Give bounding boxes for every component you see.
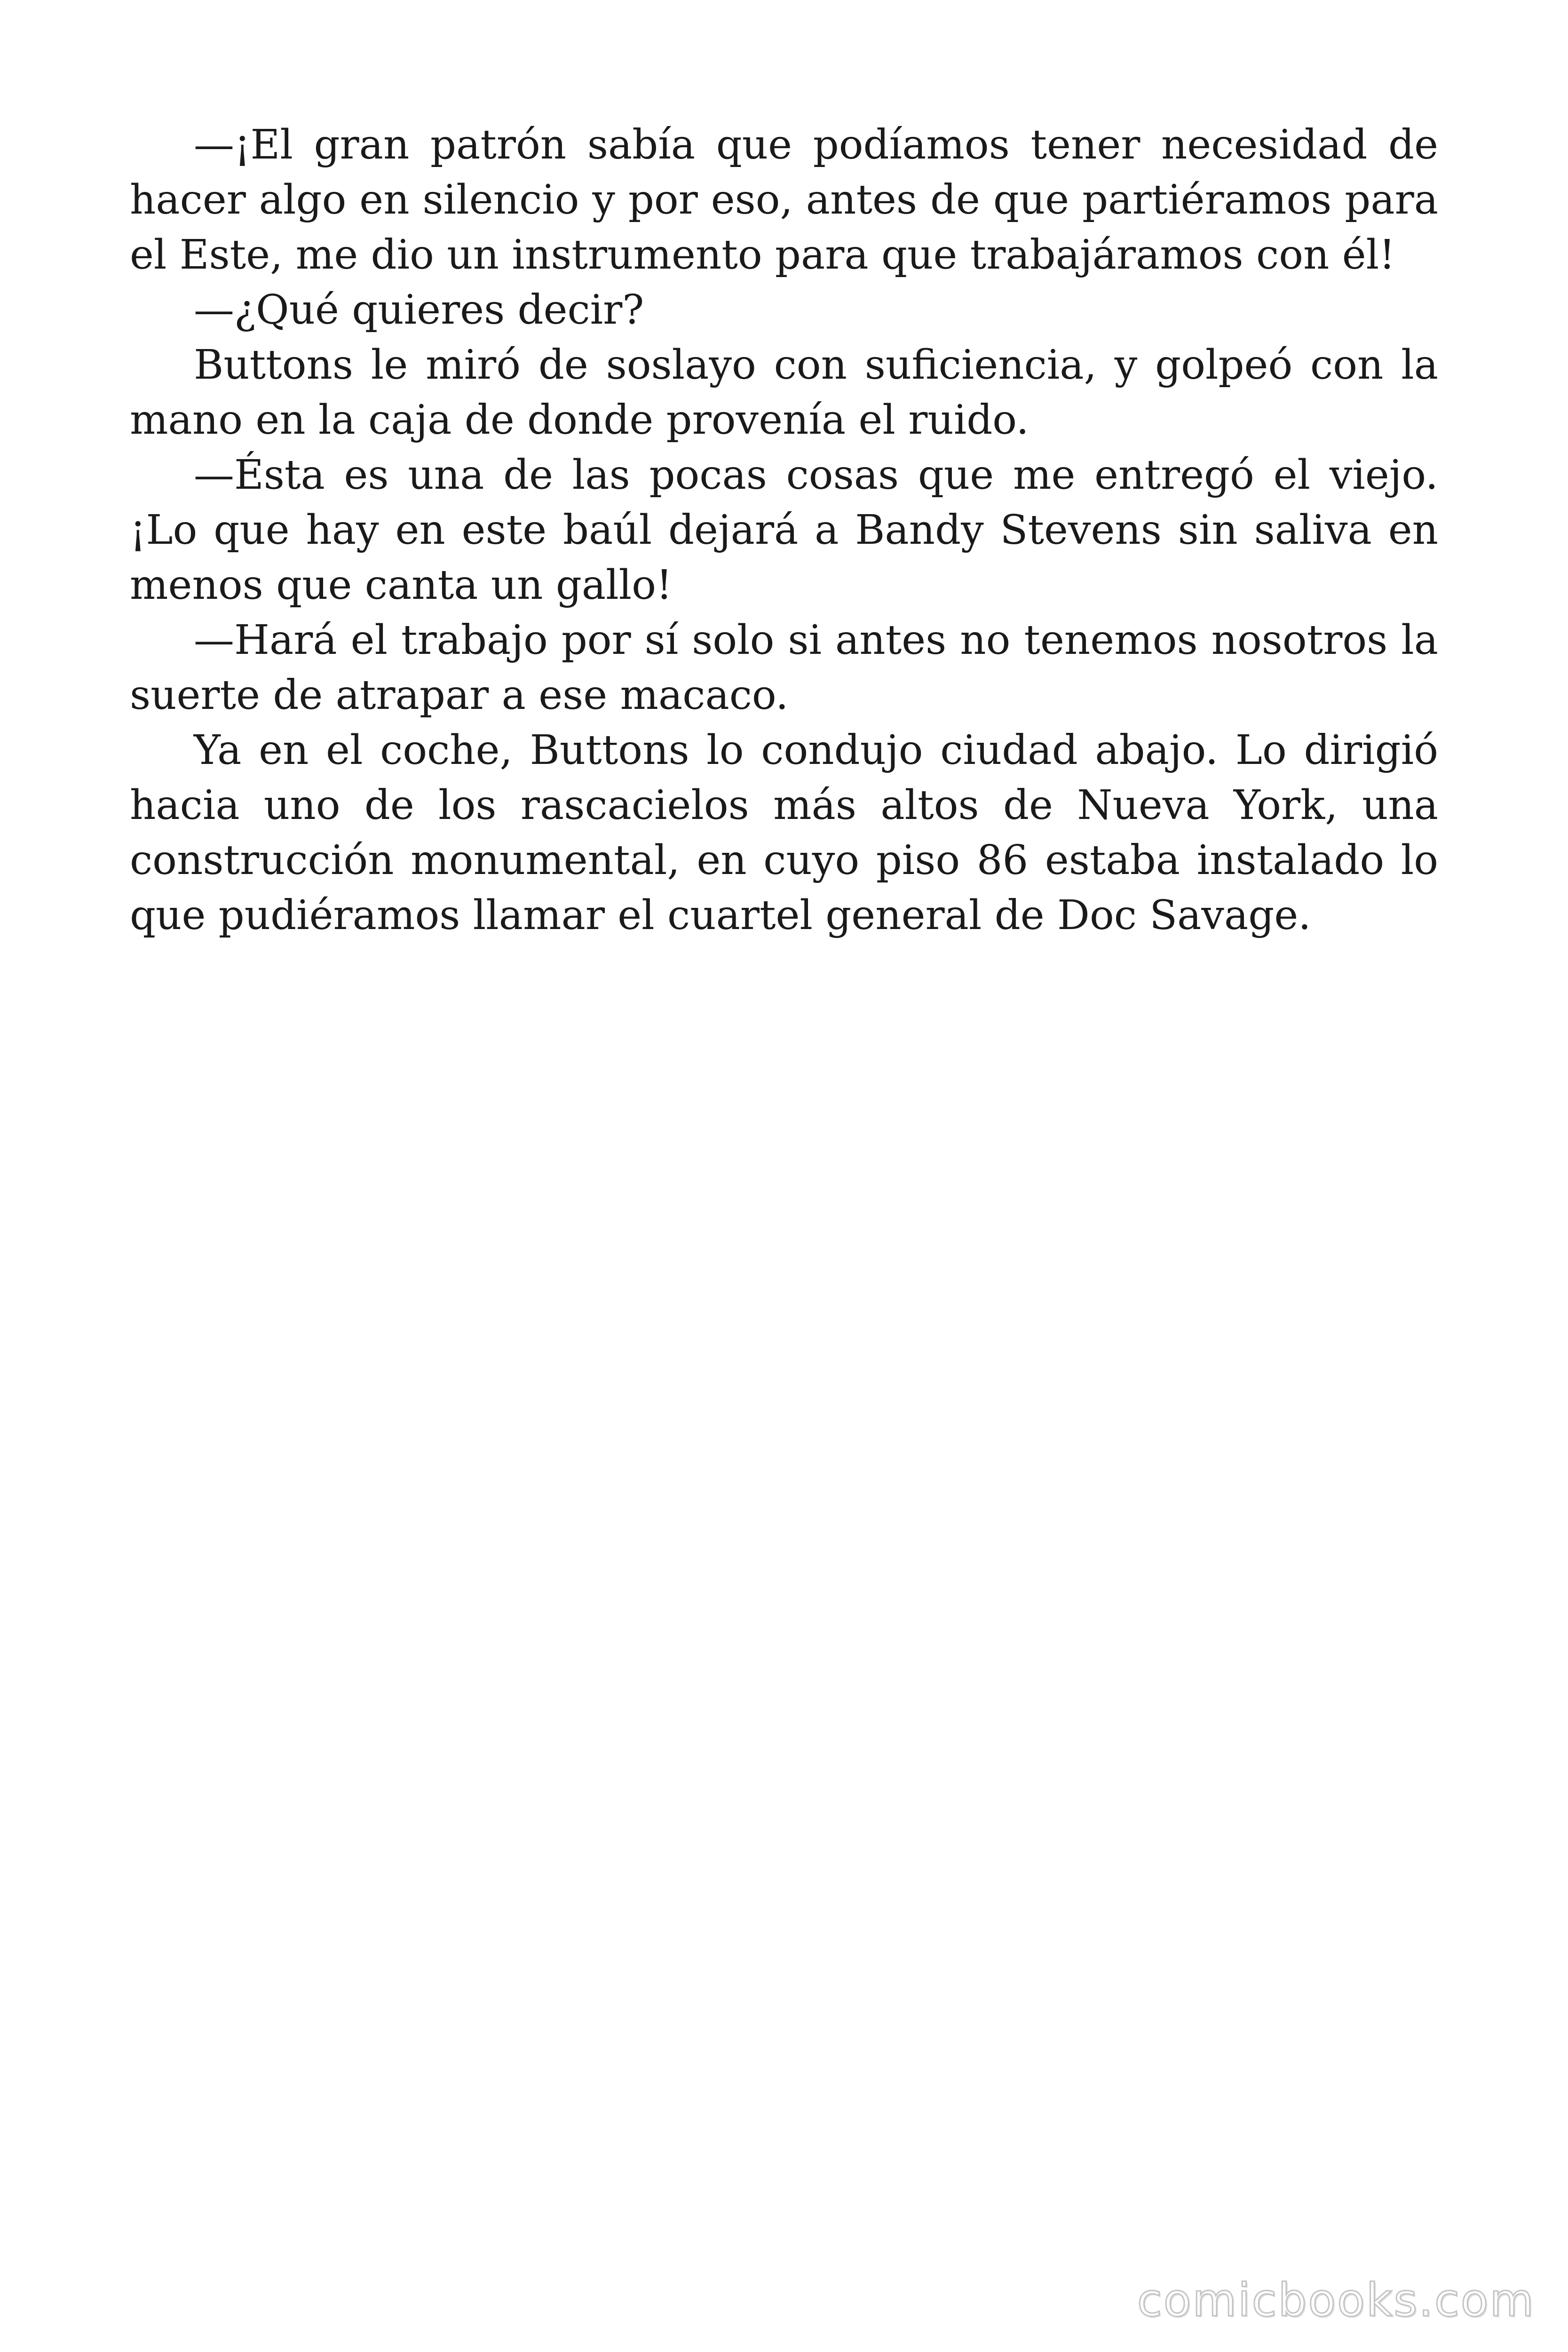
watermark-logo: comicbooks.com bbox=[1137, 2274, 1535, 2327]
paragraph-ya-en-el-coche: Ya en el coche, Buttons lo condujo ciudad abajo. Lo dirigió hacia uno de los rascacielos más altos de Nueva York, una construcción monumental, en cuyo piso 86 estaba instalado lo que pudiéramos llamar el cuartel general de Doc Savage. bbox=[130, 727, 1438, 939]
paragraph-dialogue-hara-el-trabajo: —Hará el trabajo por sí solo si antes no tenemos nosotros la suerte de atrapar a ese macaco. bbox=[130, 617, 1438, 719]
paragraph-dialogue-gran-patron: —¡El gran patrón sabía que podíamos tener necesidad de hacer algo en silencio y por eso, antes de que partiéramos para el Este, me dio un instrumento para que trabajáramos con él! bbox=[130, 121, 1438, 278]
paragraph-buttons-miro: Buttons le miró de soslayo con suficiencia, y golpeó con la mano en la caja de donde provenía el ruido. bbox=[130, 342, 1438, 444]
body-text bbox=[130, 118, 1438, 943]
paragraph-dialogue-esta-es-una: —Ésta es una de las pocas cosas que me entregó el viejo. ¡Lo que hay en este baúl dejará a Bandy Stevens sin saliva en menos que canta un gallo! bbox=[130, 452, 1438, 609]
paragraph-dialogue-que-quieres-decir: —¿Qué quieres decir? bbox=[194, 286, 644, 334]
